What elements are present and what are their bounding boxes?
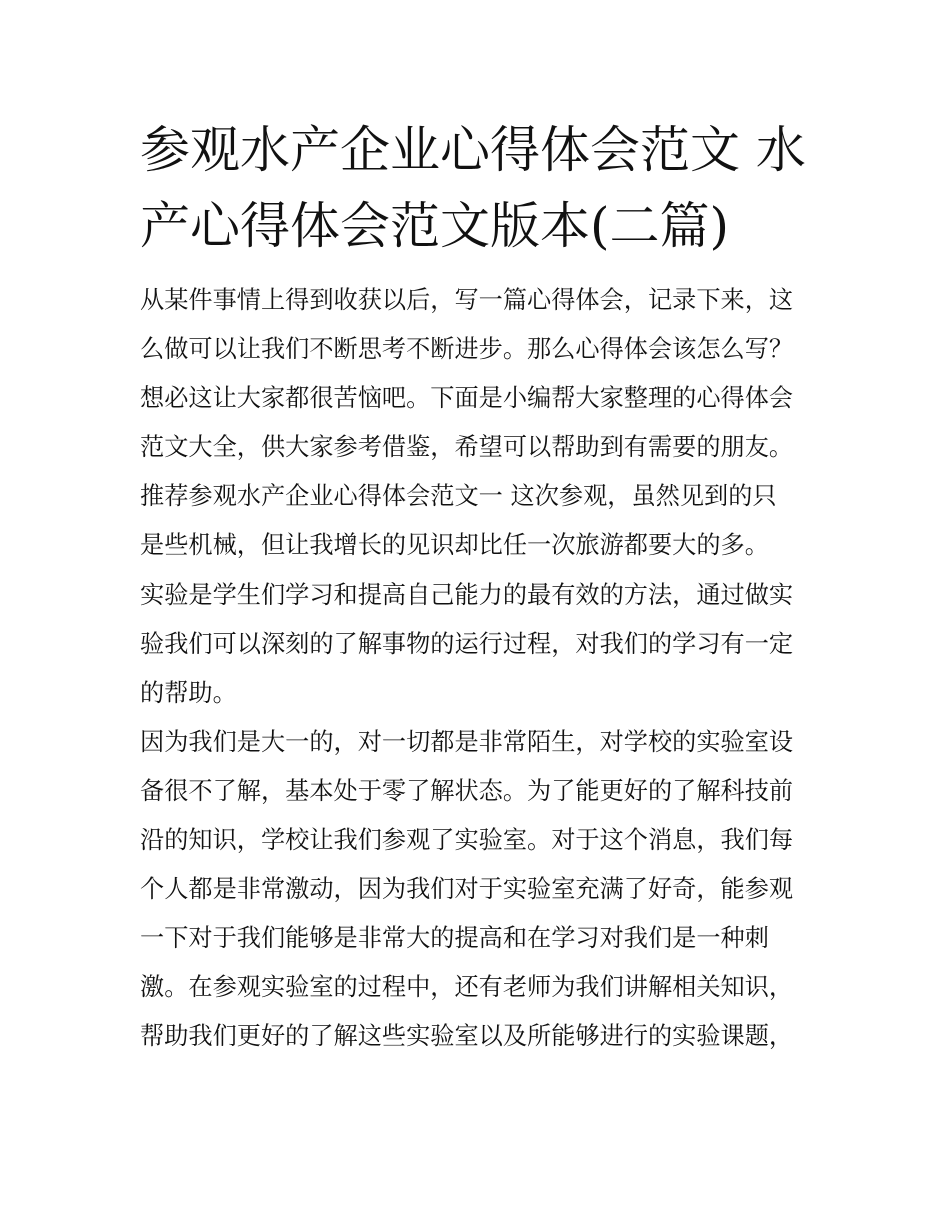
body-line: 推荐参观水产企业心得体会范文一 这次参观，虽然见到的只 (140, 482, 777, 511)
title-line: 参观水产企业心得体会范文 水 (140, 121, 806, 179)
document-title (140, 112, 820, 264)
body-line: 帮助我们更好的了解这些实验室以及所能够进行的实验课题， (140, 1022, 794, 1051)
body-line: 范文大全，供大家参考借鉴，希望可以帮助到有需要的朋友。 (140, 433, 794, 462)
body-line: 从某件事情上得到收获以后，写一篇心得体会，记录下来，这 (140, 286, 794, 314)
body-line: 么做可以让我们不断思考不断进步。那么心得体会该怎么写？ (140, 335, 794, 364)
body-line: 备很不了解，基本处于零了解状态。为了能更好的了解科技前 (140, 776, 794, 805)
body-line: 激。在参观实验室的过程中，还有老师为我们讲解相关知识， (140, 973, 794, 1002)
body-line: 实验是学生们学习和提高自己能力的最有效的方法，通过做实 (140, 580, 794, 609)
body-line: 沿的知识，学校让我们参观了实验室。对于这个消息，我们每 (140, 826, 794, 855)
body-line: 的帮助。 (140, 678, 237, 707)
body-line: 想必这让大家都很苦恼吧。下面是小编帮大家整理的心得体会 (140, 384, 794, 413)
title-line: 产心得体会范文版本(二篇) (140, 197, 730, 255)
body-line: 验我们可以深刻的了解事物的运行过程，对我们的学习有一定 (140, 629, 794, 658)
document-body (140, 276, 820, 1062)
body-line: 是些机械，但让我增长的见识却比任一次旅游都要大的多。 (140, 531, 769, 560)
body-line: 一下对于我们能够是非常大的提高和在学习对我们是一种刺 (140, 924, 769, 953)
body-line: 个人都是非常激动，因为我们对于实验室充满了好奇，能参观 (140, 875, 794, 904)
body-line: 因为我们是大一的，对一切都是非常陌生，对学校的实验室设 (140, 727, 794, 756)
